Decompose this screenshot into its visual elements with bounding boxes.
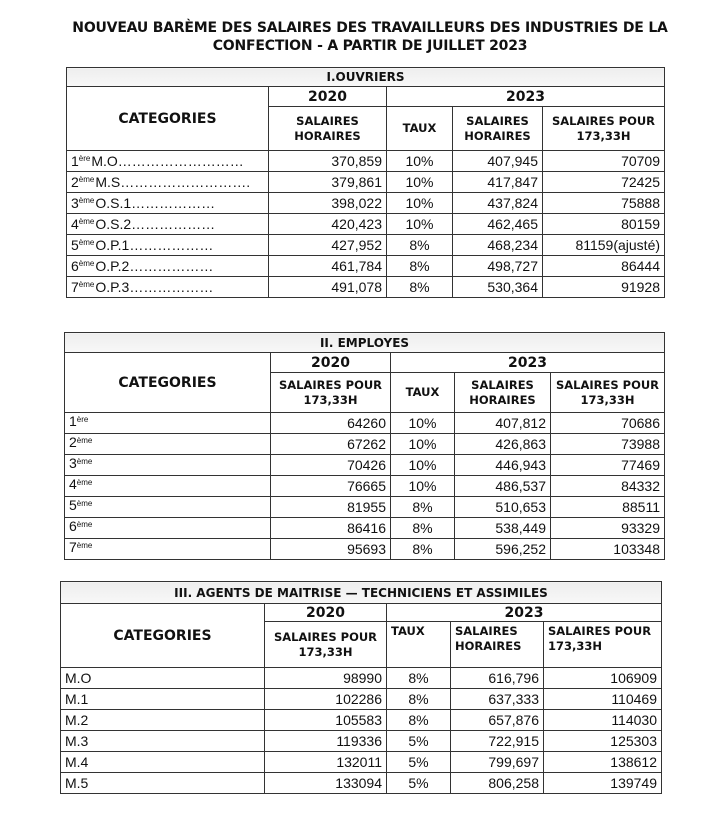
salaire-2020-cell: 398,022 [269,193,387,214]
category-cell [65,434,271,455]
col-salaires-pour: SALAIRES POUR 173,33H [543,107,665,151]
ouvriers-table [66,67,665,298]
category-cell: M.1 [61,689,265,710]
category-ordinal-suffix: ème [78,196,95,205]
table-row [67,214,665,235]
category-ordinal-suffix: ème [78,280,95,289]
employes-rows [65,413,665,560]
year-2020-header: 2020 [265,604,387,622]
year-2020-header: 2020 [271,353,391,373]
category-ordinal-suffix: ème [78,259,95,268]
maitrise-table [60,581,662,794]
categories-header: CATEGORIES [67,87,269,151]
taux-cell: 10% [391,455,455,476]
table-row [65,476,665,497]
salaire-pour-cell: 139749 [544,773,662,794]
category-name: O.S.2……………… [95,216,216,232]
salaire-2020-cell: 70426 [271,455,391,476]
taux-cell: 10% [387,214,453,235]
col-salaires-2020: SALAIRES POUR 173,33H [271,373,391,413]
table-row [65,434,665,455]
salaire-pour-cell: 88511 [551,497,665,518]
category-ordinal: 5 [71,237,79,253]
table-row [67,277,665,298]
category-cell [67,151,269,172]
category-ordinal-suffix: ème [78,175,95,184]
title-line-1: NOUVEAU BARÈME DES SALAIRES DES TRAVAILLEURS DES INDUSTRIES DE LA [72,20,668,36]
year-2023-header: 2023 [391,353,665,373]
salaire-2020-cell: 370,859 [269,151,387,172]
taux-cell: 8% [387,235,453,256]
salaire-horaire-cell: 657,876 [451,710,544,731]
salaire-2020-cell: 81955 [271,497,391,518]
salaire-pour-cell: 125303 [544,731,662,752]
category-ordinal: 3 [71,195,79,211]
salaire-horaire-cell: 538,449 [455,518,551,539]
category-cell [65,413,271,434]
taux-cell: 10% [391,413,455,434]
salaire-2020-cell: 379,861 [269,172,387,193]
salaire-2020-cell: 64260 [271,413,391,434]
salaire-pour-cell: 91928 [543,277,665,298]
salaire-pour-cell: 86444 [543,256,665,277]
salaire-horaire-cell: 462,465 [453,214,543,235]
salaire-pour-cell: 73988 [551,434,665,455]
taux-cell: 8% [387,710,451,731]
category-cell: M.4 [61,752,265,773]
col-salaires-horaires: SALAIRES HORAIRES [453,107,543,151]
col-salaires-pour: SALAIRES POUR 173,33H [551,373,665,413]
category-cell [67,214,269,235]
salaire-pour-cell: 103348 [551,539,665,560]
salaire-2020-cell: 133094 [265,773,387,794]
category-ordinal-suffix: ème [76,541,93,550]
taux-cell: 10% [391,434,455,455]
category-name: O.P.3……………… [95,279,214,295]
salaire-pour-cell: 138612 [544,752,662,773]
salaire-horaire-cell: 530,364 [453,277,543,298]
salaire-2020-cell: 95693 [271,539,391,560]
salaire-2020-cell: 105583 [265,710,387,731]
category-name: O.P.1……………… [95,237,214,253]
table-row [61,731,662,752]
taux-cell: 8% [387,689,451,710]
section-title: II. EMPLOYES [65,333,665,353]
category-ordinal: 1 [69,413,77,429]
salaire-2020-cell: 86416 [271,518,391,539]
category-ordinal-suffix: ère [78,154,91,163]
category-ordinal: 4 [69,476,77,492]
salaire-horaire-cell: 417,847 [453,172,543,193]
salaire-horaire-cell: 446,943 [455,455,551,476]
salaire-horaire-cell: 468,234 [453,235,543,256]
table-row [65,455,665,476]
category-cell [65,455,271,476]
col-taux: TAUX [387,107,453,151]
salaire-horaire-cell: 637,333 [451,689,544,710]
salaire-2020-cell: 98990 [265,668,387,689]
salaire-pour-cell: 75888 [543,193,665,214]
category-cell [65,497,271,518]
category-ordinal: 7 [69,539,77,555]
salaire-horaire-cell: 596,252 [455,539,551,560]
category-ordinal-suffix: ème [76,436,93,445]
taux-cell: 8% [387,277,453,298]
salaire-2020-cell: 491,078 [269,277,387,298]
salaire-2020-cell: 461,784 [269,256,387,277]
table-row [65,518,665,539]
salaire-pour-cell: 70709 [543,151,665,172]
col-salaires-2020: SALAIRES HORAIRES [269,107,387,151]
category-cell: M.3 [61,731,265,752]
taux-cell: 10% [387,193,453,214]
table-row [61,689,662,710]
salaire-horaire-cell: 426,863 [455,434,551,455]
category-name: M.O……………………… [91,153,244,169]
category-ordinal-suffix: ème [78,238,95,247]
category-name: O.P.2……………… [95,258,214,274]
salaire-horaire-cell: 799,697 [451,752,544,773]
table-row [65,497,665,518]
salaire-2020-cell: 420,423 [269,214,387,235]
section-title: I.OUVRIERS [67,68,665,87]
col-taux: TAUX [391,373,455,413]
salaire-pour-cell: 93329 [551,518,665,539]
category-ordinal-suffix: ème [76,520,93,529]
year-2020-header: 2020 [269,87,387,107]
category-cell [65,539,271,560]
salaire-2020-cell: 427,952 [269,235,387,256]
category-cell: M.2 [61,710,265,731]
salaire-horaire-cell: 806,258 [451,773,544,794]
taux-cell: 8% [391,539,455,560]
categories-header: CATEGORIES [61,604,265,668]
taux-cell: 5% [387,773,451,794]
salaire-2020-cell: 76665 [271,476,391,497]
category-ordinal-suffix: ère [76,415,89,424]
salaire-horaire-cell: 407,945 [453,151,543,172]
col-salaires-horaires: SALAIRES HORAIRES [455,373,551,413]
salaire-horaire-cell: 407,812 [455,413,551,434]
category-ordinal-suffix: ème [78,217,95,226]
taux-cell: 8% [387,256,453,277]
year-2023-header: 2023 [387,87,665,107]
category-ordinal-suffix: ème [76,499,93,508]
category-cell [67,277,269,298]
salaire-horaire-cell: 616,796 [451,668,544,689]
taux-cell: 10% [387,172,453,193]
salaire-2020-cell: 102286 [265,689,387,710]
salaire-pour-cell: 70686 [551,413,665,434]
category-cell: M.O [61,668,265,689]
category-ordinal: 6 [71,258,79,274]
table-row [67,256,665,277]
category-ordinal-suffix: ème [76,457,93,466]
salaire-horaire-cell: 486,537 [455,476,551,497]
salaire-2020-cell: 119336 [265,731,387,752]
category-ordinal: 6 [69,518,77,534]
category-cell [67,172,269,193]
salaire-pour-cell: 84332 [551,476,665,497]
salaire-pour-cell: 114030 [544,710,662,731]
category-name: O.S.1……………… [95,195,216,211]
category-ordinal: 3 [69,455,77,471]
maitrise-rows [61,668,662,794]
taux-cell: 10% [387,151,453,172]
table-row [61,668,662,689]
salaire-horaire-cell: 437,824 [453,193,543,214]
salaire-2020-cell: 67262 [271,434,391,455]
table-row [61,710,662,731]
year-2023-header: 2023 [387,604,662,622]
taux-cell: 10% [391,476,455,497]
category-ordinal: 5 [69,497,77,513]
table-row [67,235,665,256]
table-row [61,752,662,773]
category-ordinal-suffix: ème [76,478,93,487]
document-title [40,19,700,55]
category-ordinal: 7 [71,279,79,295]
title-line-2: CONFECTION - A PARTIR DE JUILLET 2023 [212,38,528,54]
salaire-pour-cell: 80159 [543,214,665,235]
salaire-2020-cell: 132011 [265,752,387,773]
category-cell: M.5 [61,773,265,794]
salaire-pour-cell: 110469 [544,689,662,710]
category-ordinal: 1 [71,153,79,169]
table-row [67,193,665,214]
category-cell [67,235,269,256]
col-taux: TAUX [387,622,451,668]
table-row [61,773,662,794]
salaire-pour-cell: 77469 [551,455,665,476]
section-title: III. AGENTS DE MAITRISE — TECHNICIENS ET ASSIMILES [61,582,662,604]
employes-table [64,332,665,560]
category-ordinal: 4 [71,216,79,232]
salaire-horaire-cell: 498,727 [453,256,543,277]
taux-cell: 8% [391,518,455,539]
taux-cell: 5% [387,752,451,773]
category-name: M.S………………………. [95,174,251,190]
category-cell [67,193,269,214]
table-row [65,413,665,434]
salaire-pour-cell: 72425 [543,172,665,193]
salaire-horaire-cell: 722,915 [451,731,544,752]
table-row [65,539,665,560]
col-salaires-2020: SALAIRES POUR 173,33H [265,622,387,668]
col-salaires-pour: SALAIRES POUR 173,33H [544,622,662,668]
taux-cell: 5% [387,731,451,752]
salaire-horaire-cell: 510,653 [455,497,551,518]
ouvriers-rows [67,151,665,298]
table-row [67,172,665,193]
salaire-pour-cell: 106909 [544,668,662,689]
category-cell [65,518,271,539]
category-cell [65,476,271,497]
category-ordinal: 2 [69,434,77,450]
col-salaires-horaires: SALAIRES HORAIRES [451,622,544,668]
category-cell [67,256,269,277]
taux-cell: 8% [391,497,455,518]
table-row [67,151,665,172]
salaire-pour-cell: 81159(ajusté) [543,235,665,256]
taux-cell: 8% [387,668,451,689]
categories-header: CATEGORIES [65,353,271,413]
category-ordinal: 2 [71,174,79,190]
